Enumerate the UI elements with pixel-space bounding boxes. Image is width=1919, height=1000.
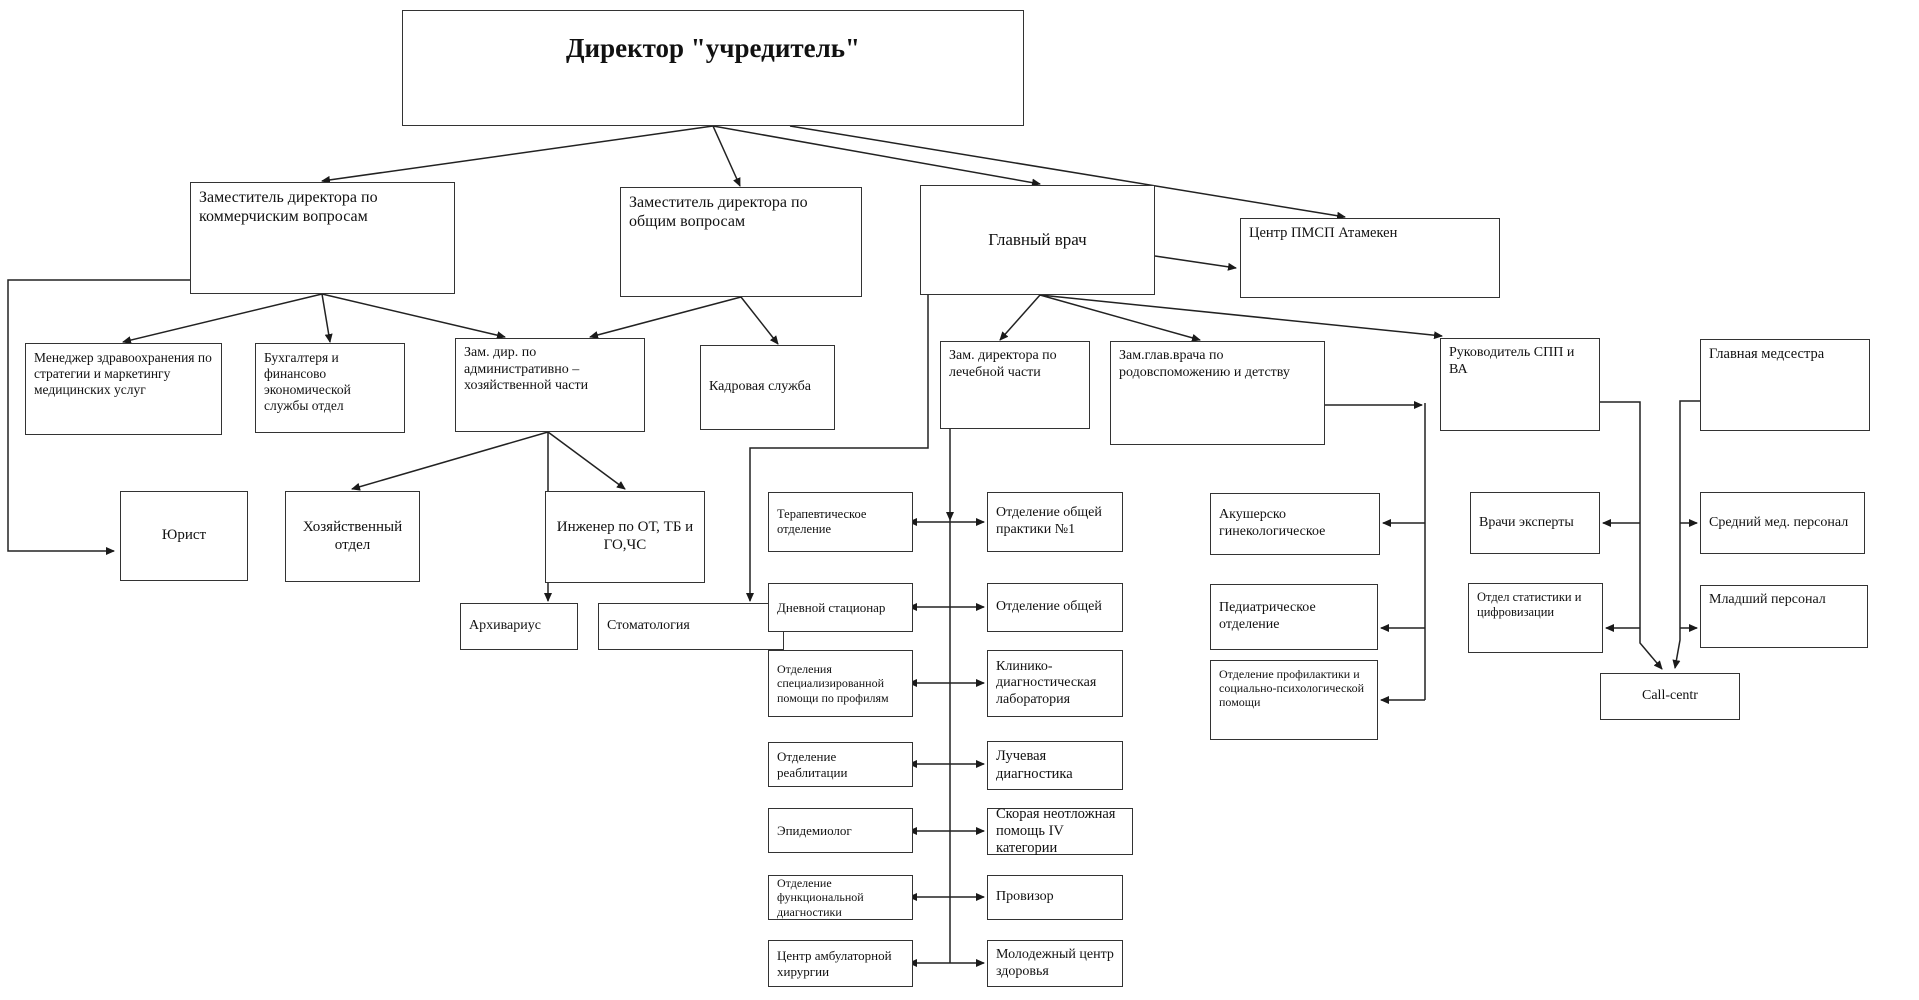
edge-zam-kommerch-menedzher bbox=[123, 294, 322, 342]
node-yurist: Юрист bbox=[120, 491, 248, 581]
node-akushersko: Акушерско гинекологическое bbox=[1210, 493, 1380, 555]
node-zam-dir-ahch: Зам. дир. по административно – хозяйственной части bbox=[455, 338, 645, 432]
node-glav-vrach: Главный врач bbox=[920, 185, 1155, 295]
node-luchevaya: Лучевая диагностика bbox=[987, 741, 1123, 790]
edge-director-zam-obshchim bbox=[713, 126, 740, 186]
node-otdel-statistiki: Отдел статистики и цифровизации bbox=[1468, 583, 1603, 653]
node-vrachi-eksperty: Врачи эксперты bbox=[1470, 492, 1600, 554]
node-terapevticheskoe: Терапевтическое отделение bbox=[768, 492, 913, 552]
node-ambulatornoy-hirurgii: Центр амбулаторной хирургии bbox=[768, 940, 913, 987]
edge-glav-vrach-centr-pmsp bbox=[1155, 256, 1236, 268]
edge-zam-kommerch-buhgalterya bbox=[322, 294, 330, 342]
edge-glavnaya-medsestra-call-centr bbox=[1675, 401, 1700, 668]
node-zam-rodovspom: Зам.глав.врача по родовспоможению и детству bbox=[1110, 341, 1325, 445]
edge-glav-vrach-stomatologiya bbox=[750, 295, 928, 601]
node-molodezhny: Молодежный центр здоровья bbox=[987, 940, 1123, 987]
node-otdeleniya-spets: Отделения специализированной помощи по профилям bbox=[768, 650, 913, 717]
node-menedzher: Менеджер здравоохранения по стратегии и маркетингу медицинских услуг bbox=[25, 343, 222, 435]
node-call-centr: Call-centr bbox=[1600, 673, 1740, 720]
node-reablitatsii: Отделение реаблитации bbox=[768, 742, 913, 787]
node-zam-lechebnoy: Зам. директора по лечебной части bbox=[940, 341, 1090, 429]
node-funktsionalnoy: Отделение функциональной диагностики bbox=[768, 875, 913, 920]
edge-director-zam-kommerch bbox=[322, 126, 713, 181]
node-rukovoditel-spp: Руководитель СПП и ВА bbox=[1440, 338, 1600, 431]
edge-rukovoditel-spp-call-centr bbox=[1600, 402, 1662, 669]
edge-glav-vrach-zam-rodovspom bbox=[1040, 295, 1200, 340]
node-kliniko-lab: Клинико-диагностическая лаборатория bbox=[987, 650, 1123, 717]
node-epidemiolog: Эпидемиолог bbox=[768, 808, 913, 853]
node-obshchey-praktiki: Отделение общей практики №1 bbox=[987, 492, 1123, 552]
node-inzhener: Инженер по ОТ, ТБ и ГО,ЧС bbox=[545, 491, 705, 583]
node-otdelenie-obshchey: Отделение общей bbox=[987, 583, 1123, 632]
node-profilaktiki: Отделение профилактики и социально-психологической помощи bbox=[1210, 660, 1378, 740]
edge-director-glav-vrach bbox=[713, 126, 1040, 184]
node-skoraya: Скорая неотложная помощь IV категории bbox=[987, 808, 1133, 855]
node-zam-obshchim: Заместитель директора по общим вопросам bbox=[620, 187, 862, 297]
edge-zam-obshchim-kadrovaya bbox=[741, 297, 778, 344]
node-mladshiy-personal: Младший персонал bbox=[1700, 585, 1868, 648]
node-glavnaya-medsestra: Главная медсестра bbox=[1700, 339, 1870, 431]
node-dnevnoy-statsionar: Дневной стационар bbox=[768, 583, 913, 632]
node-arhivarius: Архивариус bbox=[460, 603, 578, 650]
node-kadrovaya: Кадровая служба bbox=[700, 345, 835, 430]
node-zam-kommerch: Заместитель директора по коммерчиским вопросам bbox=[190, 182, 455, 294]
edge-zam-kommerch-zam-dir-ahch bbox=[322, 294, 505, 337]
node-buhgalterya: Бухгалтеря и финансово экономической службы отдел bbox=[255, 343, 405, 433]
node-pediatricheskoe: Педиатрическое отделение bbox=[1210, 584, 1378, 650]
node-hozyaystvenny: Хозяйственный отдел bbox=[285, 491, 420, 582]
node-centr-pmsp: Центр ПМСП Атамекен bbox=[1240, 218, 1500, 298]
edge-zam-obshchim-zam-dir-ahch bbox=[590, 297, 741, 337]
edge-glav-vrach-zam-lechebnoy bbox=[1000, 295, 1040, 340]
node-provizor: Провизор bbox=[987, 875, 1123, 920]
edge-zam-dir-ahch-inzhener bbox=[548, 432, 625, 489]
edge-glav-vrach-rukovoditel-spp bbox=[1040, 295, 1442, 336]
node-stomatologiya: Стоматология bbox=[598, 603, 784, 650]
node-sredniy-personal: Средний мед. персонал bbox=[1700, 492, 1865, 554]
edge-zam-dir-ahch-hozyaystvenny bbox=[352, 432, 548, 489]
node-director: Директор "учредитель" bbox=[402, 10, 1024, 126]
